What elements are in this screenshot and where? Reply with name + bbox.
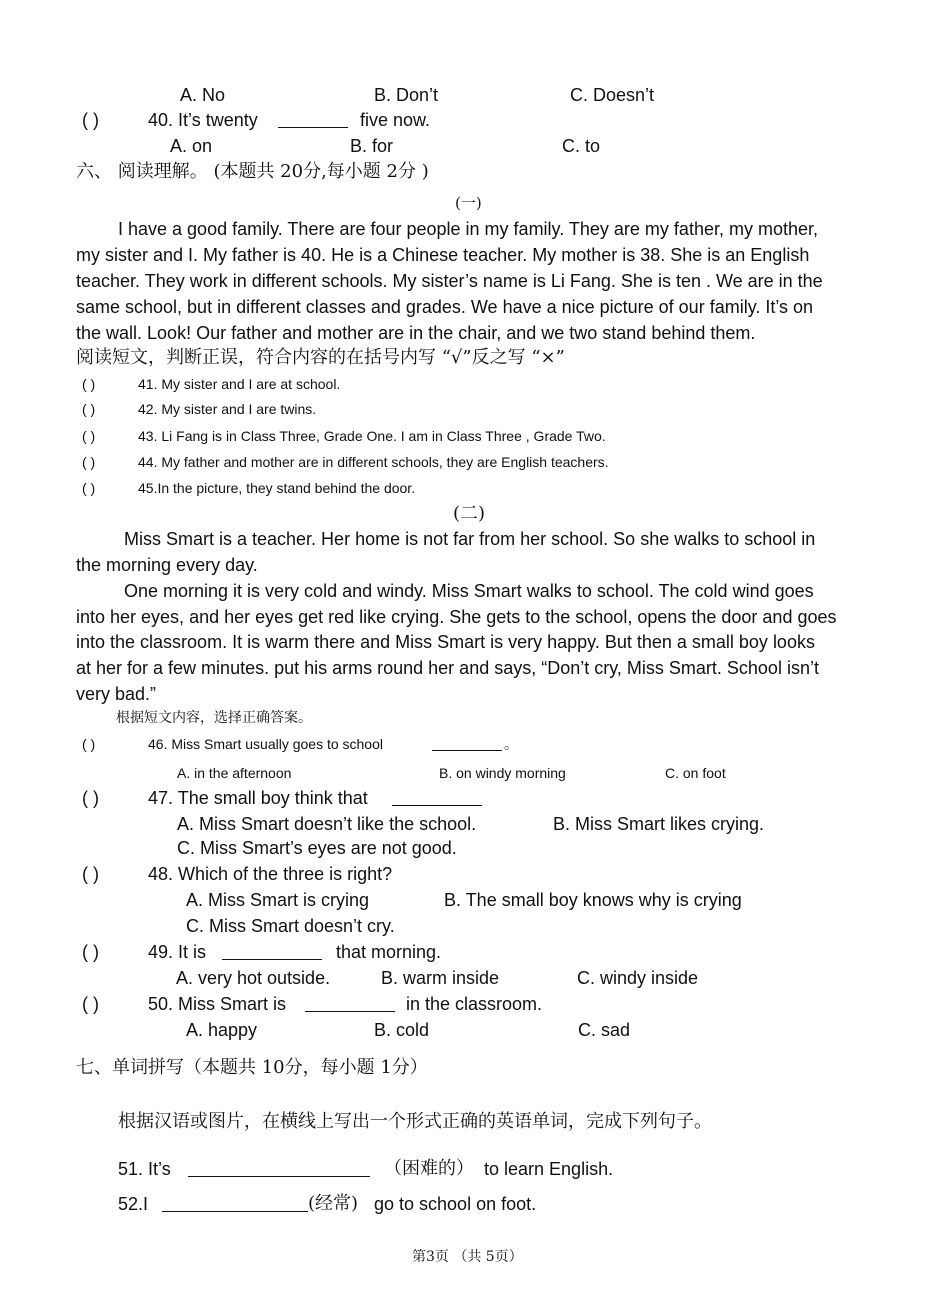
passage-line: One morning it is very cold and windy. Miss Smart walks to school. The cold wind goes	[124, 581, 814, 601]
question-end: 。	[504, 736, 518, 752]
answer-parenthesis[interactable]: ( )	[82, 994, 99, 1014]
option-c: C. sad	[578, 1020, 631, 1040]
option-b: B. cold	[374, 1020, 430, 1040]
passage-line: my sister and I. My father is 40. He is a Chinese teacher. My mother is 38. She is an English	[76, 245, 810, 265]
question-text: 46. Miss Smart usually goes to school	[148, 736, 383, 752]
question-text: 45.In the picture, they stand behind the door.	[138, 480, 416, 496]
option-b: B. for	[350, 136, 394, 156]
question-stem-end: that morning.	[336, 942, 442, 962]
question-stem: 49. It is	[148, 942, 207, 962]
passage-heading: (二)	[453, 503, 486, 524]
answer-blank[interactable]	[162, 1197, 308, 1212]
answer-parenthesis[interactable]: ( )	[82, 376, 96, 392]
passage-line: I have a good family. There are four people in my family. They are my father, my mother,	[118, 219, 818, 239]
passage-line: teacher. They work in different schools. My sister’s name is Li Fang. She is ten . We are in the	[76, 271, 823, 291]
answer-parenthesis[interactable]: ( )	[82, 864, 99, 884]
instruction: 根据短文内容，选择正确答案。	[116, 710, 312, 726]
question-stem-end: in the classroom.	[406, 994, 543, 1014]
answer-parenthesis[interactable]: ( )	[82, 736, 96, 752]
question-stem: 51. It’s	[118, 1159, 171, 1179]
option-a: A. in the afternoon	[177, 765, 292, 781]
answer-parenthesis[interactable]: ( )	[82, 428, 96, 444]
option-a: A. on	[170, 136, 213, 156]
page-number: 第3页 （共 5页）	[412, 1249, 523, 1265]
question-text: 43. Li Fang is in Class Three, Grade One. I am in Class Three , Grade Two.	[138, 428, 606, 444]
answer-blank[interactable]	[305, 997, 395, 1012]
passage-line: the morning every day.	[76, 555, 258, 575]
question-text: 44. My father and mother are in different schools, they are English teachers.	[138, 454, 609, 470]
answer-blank[interactable]	[188, 1162, 370, 1177]
option-b: B. warm inside	[381, 968, 500, 988]
question-stem-end: go to school on foot.	[374, 1194, 537, 1214]
passage-line: the wall. Look! Our father and mother are in the chair, and we two stand behind them.	[76, 323, 756, 343]
option-a: A. happy	[186, 1020, 258, 1040]
option-a: A. very hot outside.	[176, 968, 331, 988]
answer-blank[interactable]	[222, 945, 322, 960]
answer-parenthesis[interactable]: ( )	[82, 480, 96, 496]
instruction: 阅读短文，判断正误，符合内容的在括号内写 “√”反之写 “×”	[76, 347, 565, 368]
option-a: A. Miss Smart is crying	[186, 890, 370, 910]
question-text: 47. The small boy think that	[148, 788, 368, 808]
question-stem-end: to learn English.	[484, 1159, 614, 1179]
passage-line: Miss Smart is a teacher. Her home is not far from her school. So she walks to school in	[124, 529, 816, 549]
option-c: C. to	[562, 136, 601, 156]
passage-line: at her for a few minutes. put his arms round her and says, “Don’t cry, Miss Smart. School isn’t	[76, 658, 819, 678]
answer-blank[interactable]	[392, 791, 482, 806]
answer-parenthesis[interactable]: ( )	[82, 110, 99, 130]
option-b: B. Miss Smart likes crying.	[553, 814, 765, 834]
question-text: 41. My sister and I are at school.	[138, 376, 341, 392]
option-a: A. Miss Smart doesn’t like the school.	[177, 814, 477, 834]
option-c: C. windy inside	[577, 968, 699, 988]
question-text: 48. Which of the three is right?	[148, 864, 393, 884]
passage-line: into the classroom. It is warm there and Miss Smart is very happy. But then a small boy looks	[76, 632, 815, 652]
option-c: C. Miss Smart doesn’t cry.	[186, 916, 395, 936]
question-stem-end: five now.	[360, 110, 431, 130]
instruction: 根据汉语或图片，在横线上写出一个形式正确的英语单词，完成下列句子。	[118, 1111, 712, 1132]
passage-line: into her eyes, and her eyes get red like crying. She gets to the school, opens the door and goes	[76, 607, 837, 627]
answer-blank[interactable]	[278, 113, 348, 128]
option-c: C. on foot	[665, 765, 726, 781]
section-title: 六、 阅读理解。 (本题共 20分,每小题 2分 )	[76, 161, 429, 182]
passage-heading: (一)	[455, 194, 482, 212]
passage-line: very bad.”	[76, 684, 157, 704]
question-text: 42. My sister and I are twins.	[138, 401, 317, 417]
question-stem: 50. Miss Smart is	[148, 994, 287, 1014]
section-title: 七、单词拼写（本题共 10分，每小题 1分）	[76, 1057, 428, 1078]
option-b: B. on windy morning	[439, 765, 566, 781]
option-c: C. Miss Smart’s eyes are not good.	[177, 838, 457, 858]
chinese-hint: （困难的）	[384, 1158, 474, 1179]
option-b: B. Don’t	[374, 85, 439, 105]
answer-parenthesis[interactable]: ( )	[82, 788, 99, 808]
answer-parenthesis[interactable]: ( )	[82, 942, 99, 962]
question-stem: 52.I	[118, 1194, 149, 1214]
question-stem: 40. It’s twenty	[148, 110, 258, 130]
option-b: B. The small boy knows why is crying	[444, 890, 742, 910]
chinese-hint: (经常)	[308, 1193, 359, 1214]
answer-blank[interactable]	[432, 737, 502, 751]
answer-parenthesis[interactable]: ( )	[82, 454, 96, 470]
answer-parenthesis[interactable]: ( )	[82, 401, 96, 417]
option-a: A. No	[180, 85, 226, 105]
passage-line: same school, but in different classes and grades. We have a nice picture of our family. It’s on	[76, 297, 814, 317]
option-c: C. Doesn’t	[570, 85, 655, 105]
